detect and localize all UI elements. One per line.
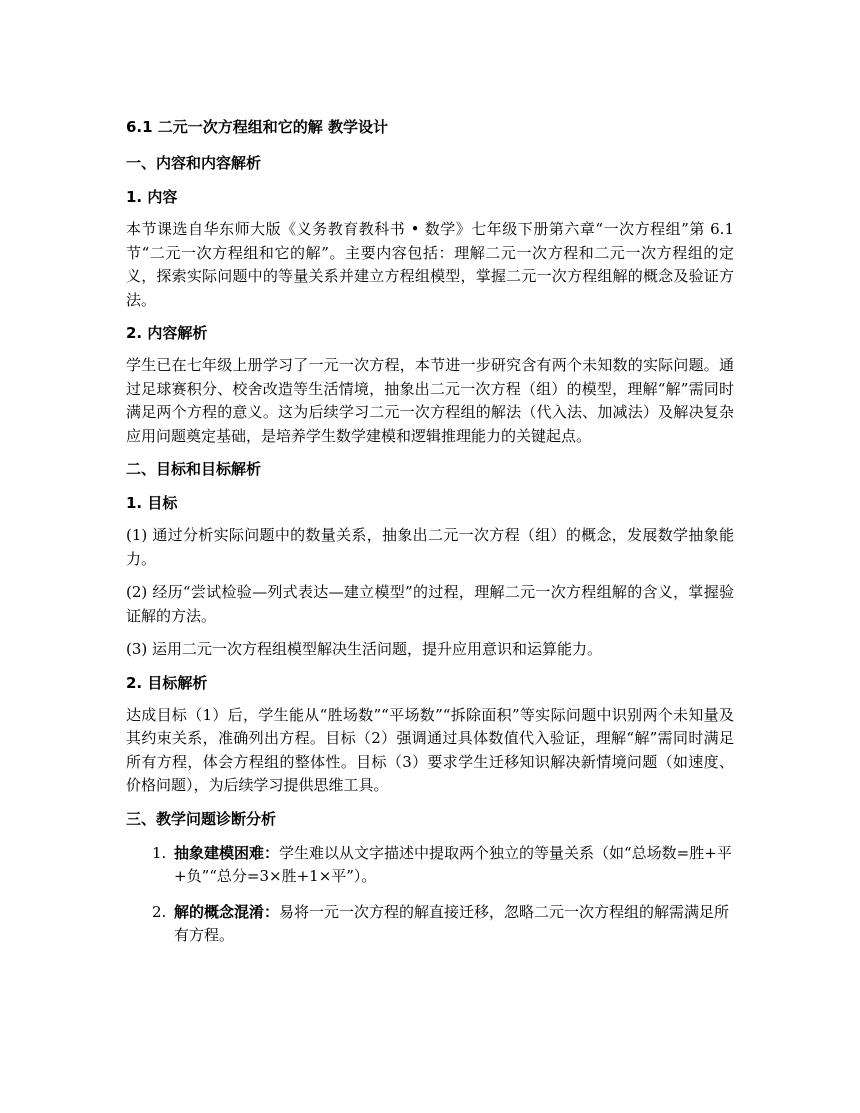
list-number: 2. [152, 902, 167, 921]
section-heading-goals: 二、目标和目标解析 [126, 460, 262, 478]
list-number: 1. [152, 843, 167, 862]
goal-analysis-paragraph: 达成目标（1）后，学生能从“胜场数”“平场数”“拆除面积”等实际问题中识别两个未知量及其约束关系，准确列出方程。目标（2）强调通过具体数值代入验证，理解“解”需同时满足所有方程，体会方程组的整体性。目标（3）要求学生迁移知识解决新情境问题（如速度、价格问题），为后续学习提供思维工具。 [126, 705, 734, 794]
content-analysis-paragraph: 学生已在七年级上册学习了一元一次方程，本节进一步研究含有两个未知数的实际问题。通过足球赛积分、校舍改造等生活情境，抽象出二元一次方程（组）的模型，理解“解”需同时满足两个方程的意义。这为后续学习二元一次方程组的解法（代入法、加减法）及解决复杂应用问题奠定基础，是培养学生数学建模和逻辑推理能力的关键起点。 [126, 356, 734, 445]
diagnosis-term: 解的概念混淆： [174, 902, 280, 921]
goal-item: (3) 运用二元一次方程组模型解决生活问题，提升应用意识和运算能力。 [126, 640, 603, 658]
goal-item: (2) 经历“尝试检验—列式表达—建立模型”的过程，理解二元一次方程组解的含义，掌握验证解的方法。 [126, 583, 734, 625]
goal-item: (1) 通过分析实际问题中的数量关系，抽象出二元一次方程（组）的概念，发展数学抽象能力。 [126, 526, 734, 568]
diagnosis-item [152, 842, 734, 889]
diagnosis-text: 易将一元一次方程的解直接迁移，忽略二元一次方程组的解需满足所有方程。 [174, 902, 730, 944]
content-paragraph: 本节课选自华东师大版《义务教育教科书 • 数学》七年级下册第六章“一次方程组”第 6.1 节“二元一次方程组和它的解”。主要内容包括：理解二元一次方程和二元一次方程组的定义，探索实际问题中的等量关系并建立方程组模型，掌握二元一次方程组解的概念及验证方法。 [126, 220, 734, 309]
section-heading-diagnosis: 三、教学问题诊断分析 [126, 809, 277, 828]
diagnosis-text: 学生难以从文字描述中提取两个独立的等量关系（如“总场数=胜+平+负”“总分=3×胜+1×平”）。 [174, 843, 732, 885]
subsection-heading-content-analysis: 2. 内容解析 [126, 324, 208, 342]
diagnosis-list [126, 842, 734, 948]
subsection-heading-content: 1. 内容 [126, 188, 178, 206]
diagnosis-term: 抽象建模困难： [174, 843, 280, 862]
subsection-heading-goals: 1. 目标 [126, 494, 178, 512]
diagnosis-item [152, 901, 734, 948]
document-title: 6.1 二元一次方程组和它的解 教学设计 [126, 118, 389, 136]
subsection-heading-goal-analysis: 2. 目标解析 [126, 673, 208, 692]
section-heading-content: 一、内容和内容解析 [126, 154, 262, 172]
